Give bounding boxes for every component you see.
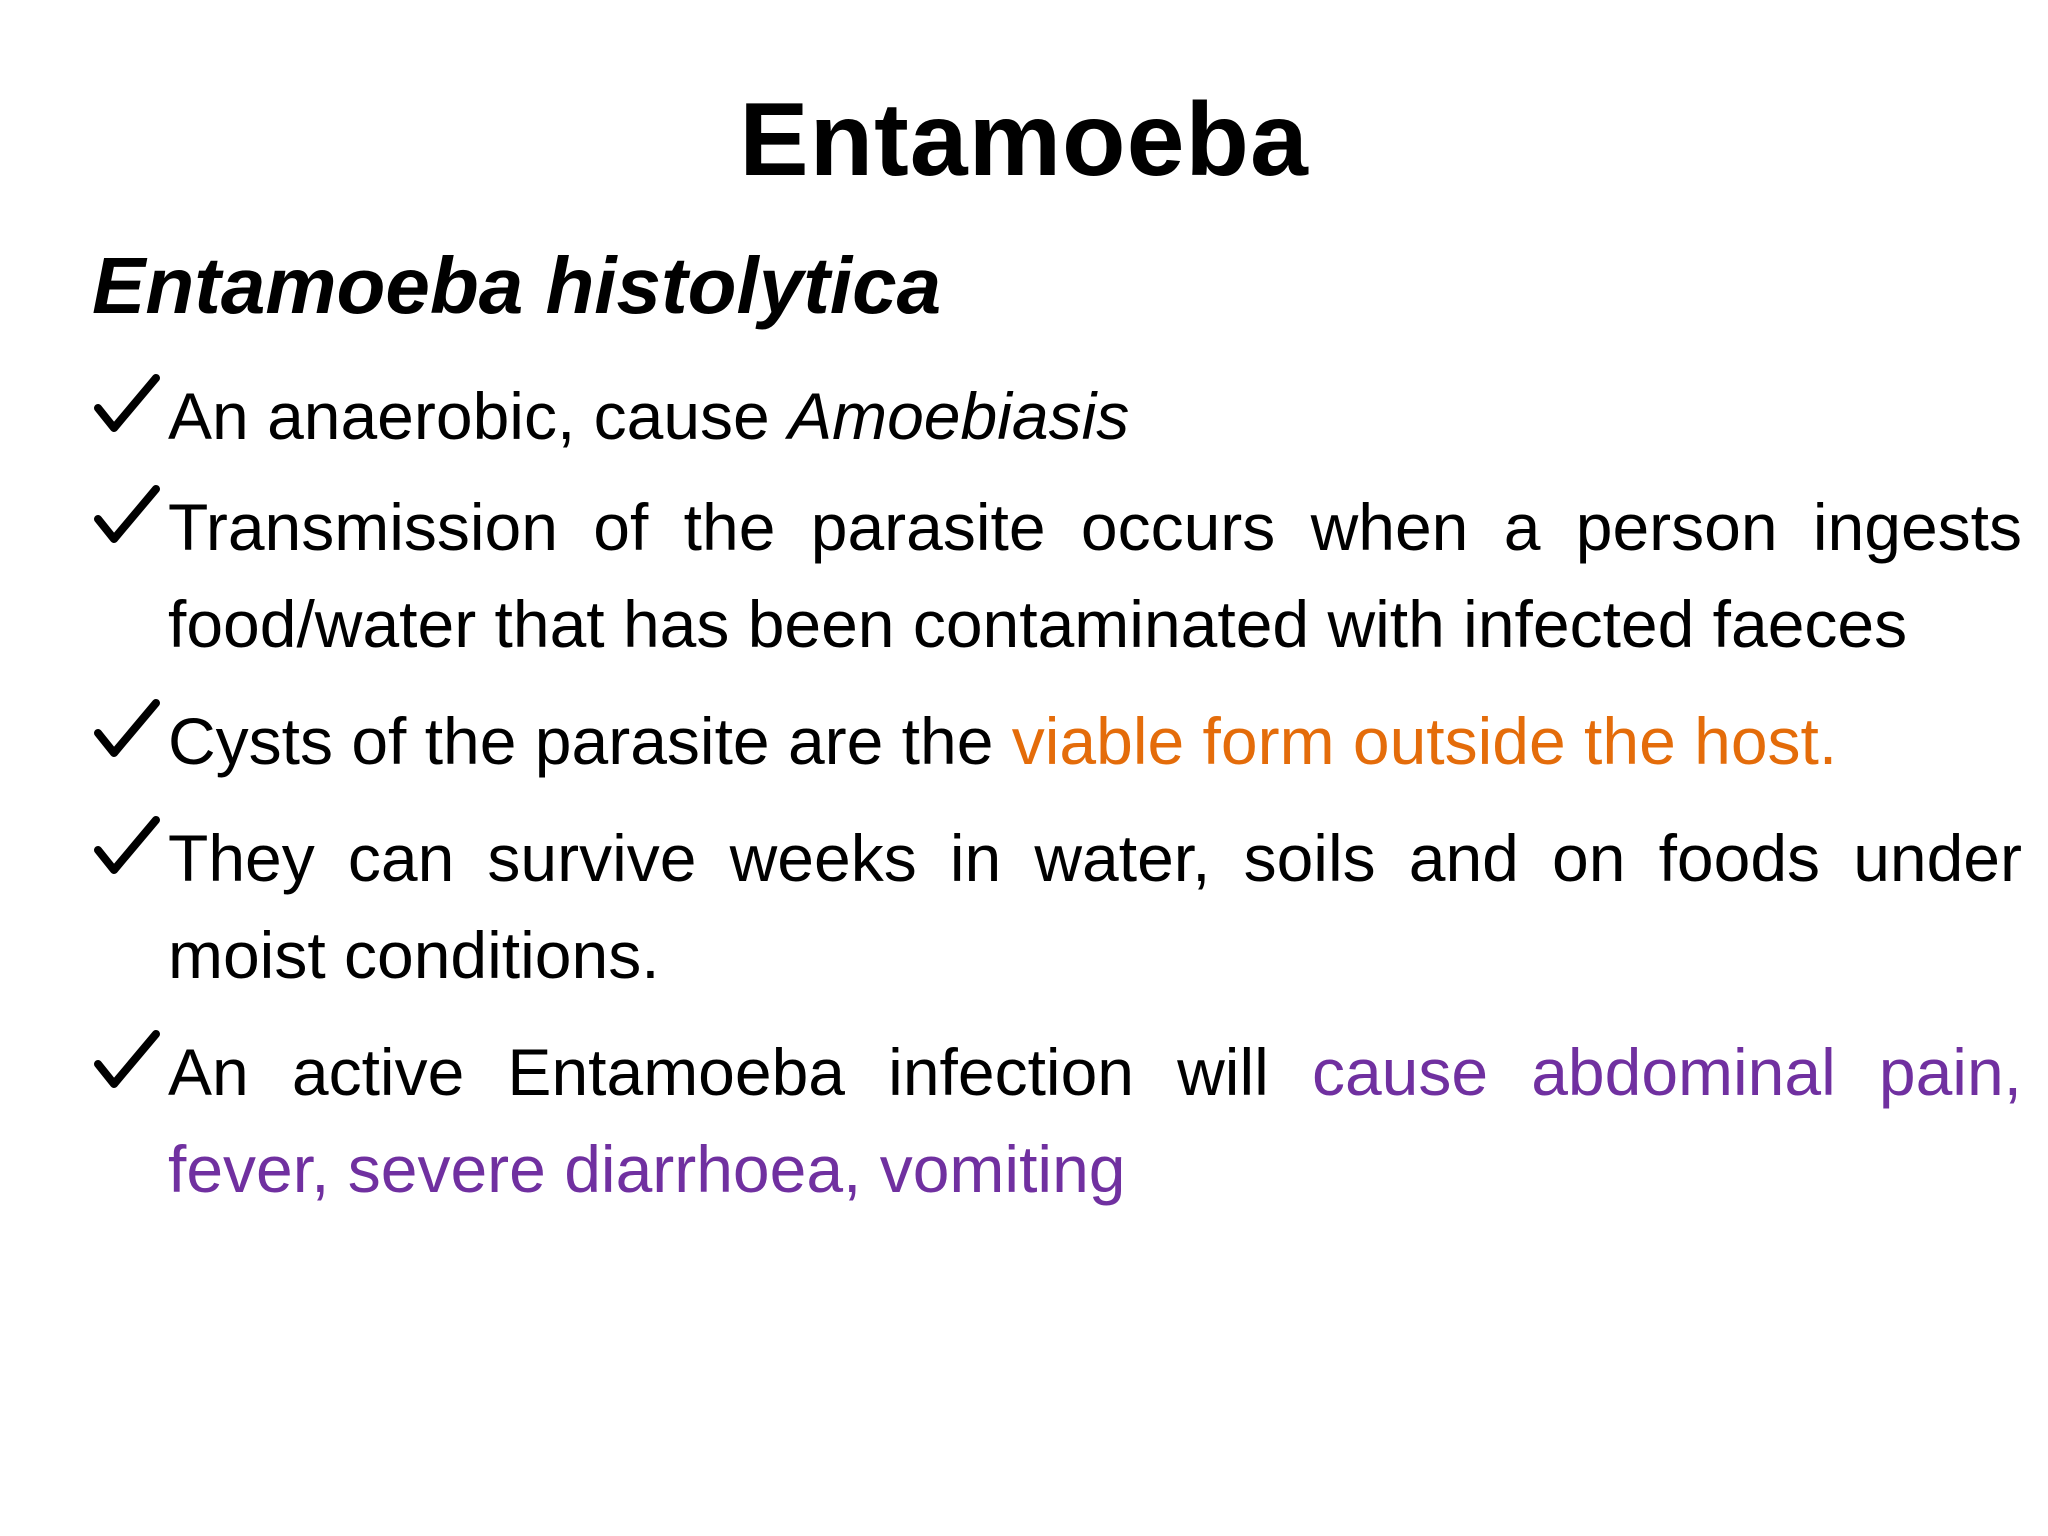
bullet-text: They can survive weeks in water, soils and on foods under moist conditions. bbox=[168, 821, 2022, 992]
slide-subtitle: Entamoeba histolytica bbox=[92, 241, 942, 330]
check-mark-icon bbox=[92, 695, 162, 765]
slide-title: Entamoeba bbox=[739, 82, 1309, 198]
check-mark-icon bbox=[92, 370, 162, 440]
bullet-item bbox=[92, 479, 2022, 673]
bullet-text: Cysts of the parasite are the bbox=[168, 704, 1012, 778]
check-mark-icon bbox=[92, 812, 162, 882]
bullet-text: Transmission of the parasite occurs when a person ingests food/water that has been contaminated with infected faeces bbox=[168, 490, 2022, 661]
bullet-item bbox=[92, 810, 2022, 1004]
bullet-text: An active Entamoeba infection will bbox=[168, 1035, 1312, 1109]
bullet-list bbox=[92, 368, 2022, 1238]
bullet-text-italic: Amoebiasis bbox=[788, 379, 1130, 453]
check-mark-icon bbox=[92, 1026, 162, 1096]
bullet-item bbox=[92, 1024, 2022, 1218]
bullet-text-highlight-orange: viable form outside the host. bbox=[1011, 704, 1838, 778]
bullet-item bbox=[92, 368, 2022, 465]
bullet-text: An anaerobic, cause bbox=[168, 379, 789, 453]
check-mark-icon bbox=[92, 481, 162, 551]
bullet-text-highlight-purple: cause abdominal pain, fever, severe diarrhoea, vomiting bbox=[168, 1035, 2023, 1206]
bullet-item bbox=[92, 693, 2022, 790]
